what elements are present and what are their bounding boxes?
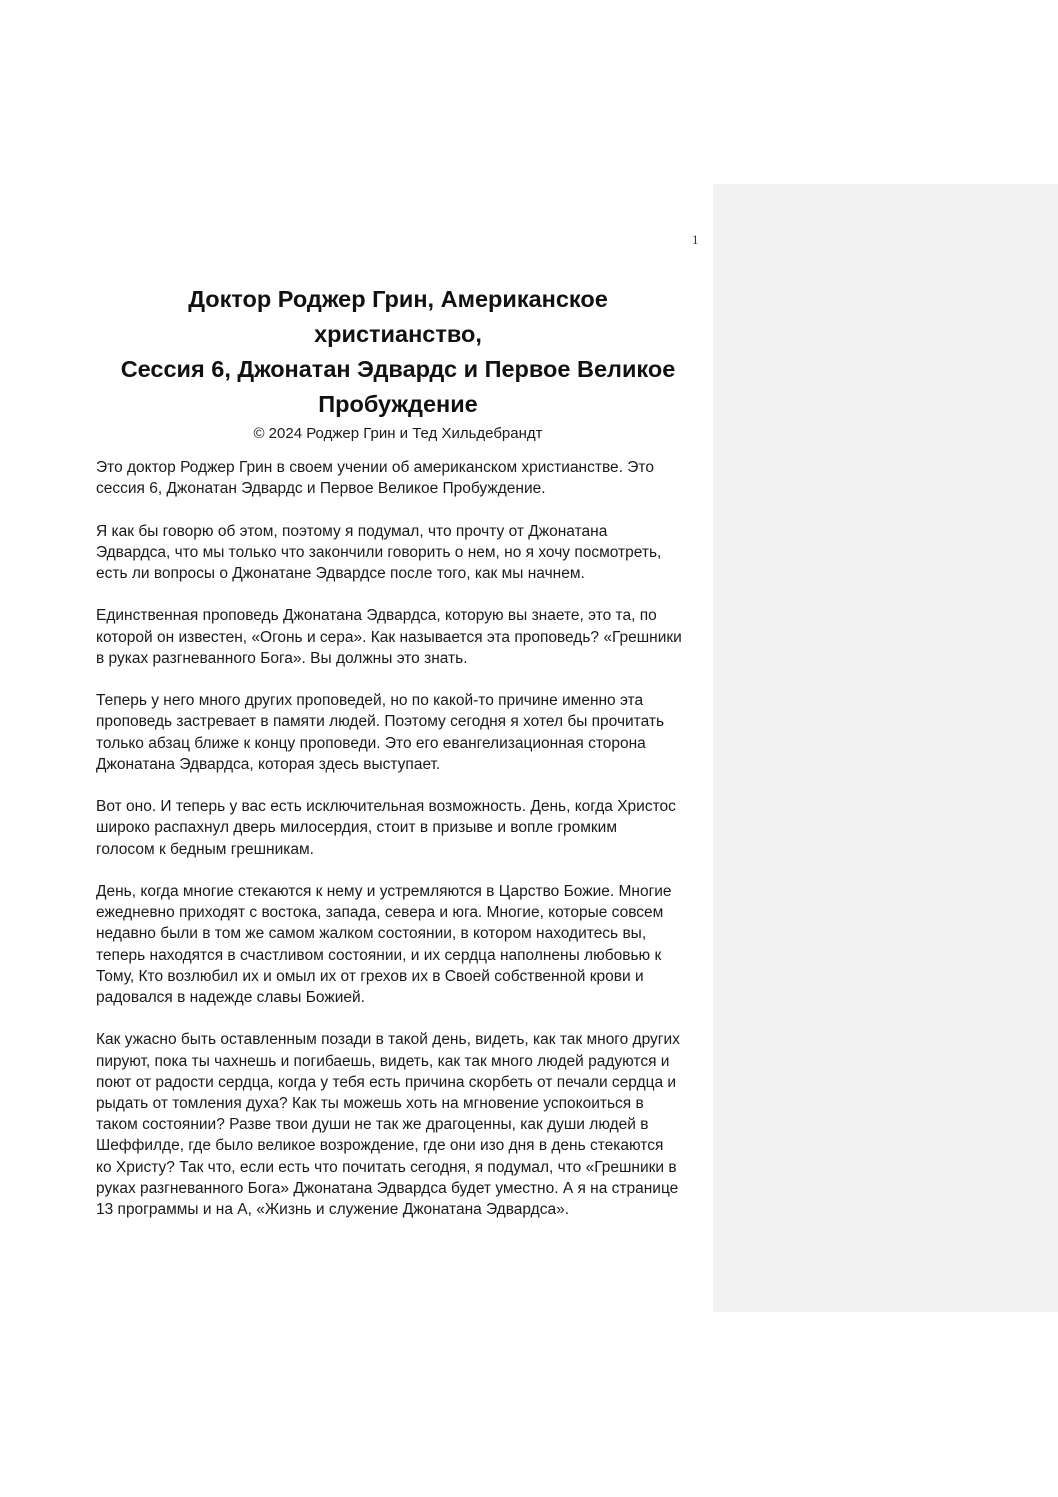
text-line: широко распахнул дверь милосердия, стоит в призыве и вопле громким xyxy=(96,819,617,837)
title-line: христианство, xyxy=(314,321,482,347)
paragraph xyxy=(96,521,708,585)
document-body xyxy=(96,457,708,1241)
text-line: Джонатана Эдвардса, которая здесь выступает. xyxy=(96,755,441,773)
text-line: Теперь у него много других проповедей, но по какой-то причине именно эта xyxy=(96,692,644,710)
text-line: руках разгневанного Бога» Джонатана Эдвардса будет уместно. А я на странице xyxy=(96,1179,679,1197)
text-line: таком состоянии? Разве твои души не так же драгоценны, как души людей в xyxy=(96,1116,649,1134)
text-line: в руках разгневанного Бога». Вы должны это знать. xyxy=(96,649,468,667)
title-line: Доктор Роджер Грин, Американское xyxy=(188,286,608,312)
text-line: радовался в надежде славы Божией. xyxy=(96,989,365,1006)
text-line: голосом к бедным грешникам. xyxy=(96,840,314,858)
paragraph xyxy=(96,690,708,775)
paragraph xyxy=(96,605,708,669)
title-line: Сессия 6, Джонатан Эдвардс и Первое Великое xyxy=(120,356,676,382)
text-line: только абзац ближе к концу проповеди. Это его евангелизационная сторона xyxy=(96,734,646,752)
copyright-notice: © 2024 Роджер Грин и Тед Хильдебрандт xyxy=(253,425,543,442)
paragraph xyxy=(96,796,708,860)
text-line: ежедневно приходят с востока, запада, севера и юга. Многие, которые совсем xyxy=(96,904,664,922)
text-line: Шеффилде, где было великое возрождение, где они изо дня в день стекаются xyxy=(96,1137,664,1155)
text-line: Единственная проповедь Джонатана Эдвардса, которую вы знаете, это та, по xyxy=(96,607,657,625)
text-line: пируют, пока ты чахнешь и погибаешь, видеть, как так много людей радуются и xyxy=(96,1052,670,1070)
paragraph xyxy=(96,457,708,499)
text-line: Я как бы говорю об этом, поэтому я подумал, что прочту от Джонатана xyxy=(96,522,608,540)
title-block xyxy=(96,282,700,444)
text-line: недавно были в том же самом жалком состоянии, в котором находитесь вы, xyxy=(96,925,647,943)
text-line: Эдвардса, что мы только что закончили говорить о нем, но я хочу посмотреть, xyxy=(96,543,662,561)
text-line: День, когда многие стекаются к нему и устремляются в Царство Божие. Многие xyxy=(96,882,672,900)
page-number: 1 xyxy=(692,232,699,247)
text-line: сессия 6, Джонатан Эдвардс и Первое Великое Пробуждение. xyxy=(96,480,546,498)
text-line: которой он известен, «Огонь и сера». Как называется эта проповедь? «Грешники xyxy=(96,628,682,646)
paragraph xyxy=(96,881,708,1008)
text-line: теперь находятся в счастливом состоянии, и их сердца наполнены любовью к xyxy=(96,946,662,964)
text-line: 13 программы и на А, «Жизнь и служение Джонатана Эдвардса». xyxy=(96,1201,570,1219)
title-line: Пробуждение xyxy=(318,391,478,417)
text-line: Тому, Кто возлюбил их и омыл их от грехов их в Своей собственной крови и xyxy=(96,967,644,985)
text-line: Это доктор Роджер Грин в своем учении об американском христианстве. Это xyxy=(96,459,654,476)
text-line: Как ужасно быть оставленным позади в такой день, видеть, как так много других xyxy=(96,1031,680,1049)
paragraph xyxy=(96,1029,708,1220)
text-line: проповедь застревает в памяти людей. Поэтому сегодня я хотел бы прочитать xyxy=(96,713,665,731)
text-line: рыдать от томления духа? Как ты можешь хоть на мгновение успокоиться в xyxy=(96,1095,644,1112)
text-line: есть ли вопросы о Джонатане Эдвардсе после того, как мы начнем. xyxy=(96,565,585,582)
text-line: Вот оно. И теперь у вас есть исключительная возможность. День, когда Христос xyxy=(96,798,676,816)
text-line: ко Христу? Так что, если есть что почитать сегодня, я подумал, что «Грешники в xyxy=(96,1158,677,1176)
comment-pane xyxy=(713,184,1058,1312)
text-line: поют от радости сердца, когда у тебя есть причина скорбеть от печали сердца и xyxy=(96,1073,677,1091)
